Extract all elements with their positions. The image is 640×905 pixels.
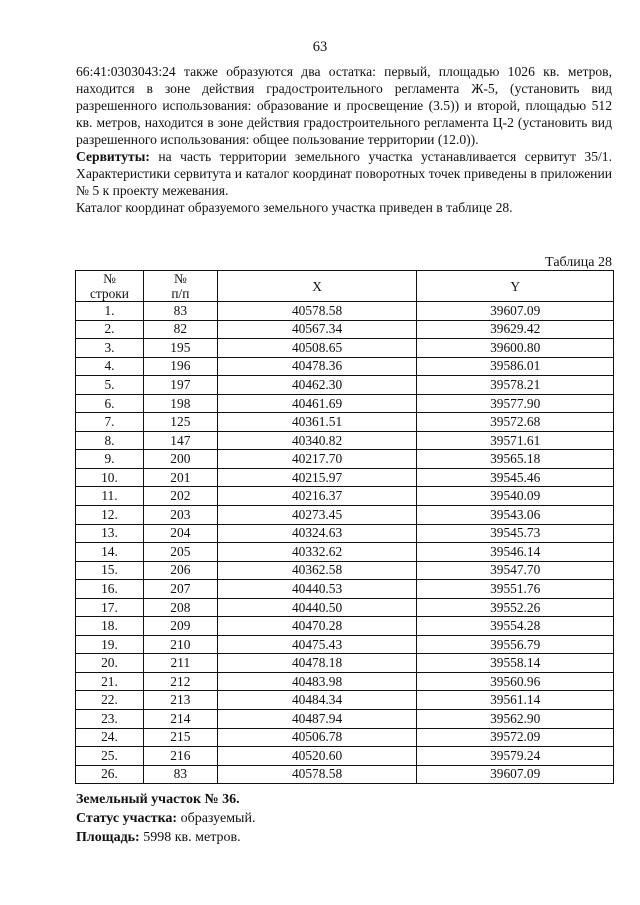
y-cell: 39565.18 <box>417 450 614 469</box>
table-row <box>76 524 614 543</box>
y-cell: 39586.01 <box>417 357 614 376</box>
point-number-cell: 207 <box>143 580 217 599</box>
parcel-area-value: 5998 кв. метров. <box>139 830 241 845</box>
point-number-cell: 212 <box>143 672 217 691</box>
table-row <box>76 543 614 562</box>
y-cell: 39551.76 <box>417 580 614 599</box>
point-number-cell: 213 <box>143 691 217 710</box>
header-point-number-symbol: № <box>173 271 187 286</box>
point-number-cell: 211 <box>143 654 217 673</box>
point-number-cell: 216 <box>143 747 217 766</box>
row-number-cell: 10. <box>76 468 144 487</box>
row-number-cell: 2. <box>76 320 144 339</box>
point-number-cell: 210 <box>143 635 217 654</box>
y-cell: 39600.80 <box>417 339 614 358</box>
table-row <box>76 506 614 525</box>
table-row <box>76 598 614 617</box>
point-number-cell: 83 <box>143 765 217 784</box>
parcel-area <box>76 828 255 847</box>
parcel-status-label: Статус участка: <box>76 811 178 826</box>
point-number-cell: 214 <box>143 710 217 729</box>
parcel-area-label: Площадь: <box>76 830 140 845</box>
point-number-cell: 204 <box>143 524 217 543</box>
point-number-cell: 208 <box>143 598 217 617</box>
point-number-cell: 203 <box>143 506 217 525</box>
x-cell: 40332.62 <box>217 543 417 562</box>
row-number-cell: 20. <box>76 654 144 673</box>
row-number-cell: 9. <box>76 450 144 469</box>
row-number-cell: 6. <box>76 394 144 413</box>
x-cell: 40362.58 <box>217 561 417 580</box>
y-cell: 39540.09 <box>417 487 614 506</box>
y-cell: 39554.28 <box>417 617 614 636</box>
table-row <box>76 728 614 747</box>
table-row <box>76 617 614 636</box>
x-cell: 40440.50 <box>217 598 417 617</box>
point-number-cell: 197 <box>143 376 217 395</box>
table-header-row <box>76 271 614 302</box>
header-x: X <box>217 271 417 302</box>
y-cell: 39562.90 <box>417 710 614 729</box>
row-number-cell: 11. <box>76 487 144 506</box>
point-number-cell: 125 <box>143 413 217 432</box>
x-cell: 40440.53 <box>217 580 417 599</box>
row-number-cell: 26. <box>76 765 144 784</box>
y-cell: 39607.09 <box>417 765 614 784</box>
table-row <box>76 580 614 599</box>
x-cell: 40578.58 <box>217 302 417 321</box>
x-cell: 40340.82 <box>217 431 417 450</box>
table-row <box>76 431 614 450</box>
y-cell: 39543.06 <box>417 506 614 525</box>
point-number-cell: 209 <box>143 617 217 636</box>
row-number-cell: 3. <box>76 339 144 358</box>
page-number: 63 <box>312 39 328 55</box>
row-number-cell: 18. <box>76 617 144 636</box>
row-number-cell: 19. <box>76 635 144 654</box>
table-row <box>76 635 614 654</box>
x-cell: 40324.63 <box>217 524 417 543</box>
row-number-cell: 23. <box>76 710 144 729</box>
servitudes-text: на часть территории земельного участка устанавливается сервитут 35/1. Характеристики сервитута и каталог координат поворотных точек приведены в приложении № 5 к проекту межевания. <box>76 149 612 198</box>
table-row <box>76 302 614 321</box>
intro-text <box>76 63 612 216</box>
x-cell: 40470.28 <box>217 617 417 636</box>
x-cell: 40487.94 <box>217 710 417 729</box>
y-cell: 39545.46 <box>417 468 614 487</box>
point-number-cell: 205 <box>143 543 217 562</box>
header-point-number-label: п/п <box>171 286 190 301</box>
row-number-cell: 22. <box>76 691 144 710</box>
x-cell: 40483.98 <box>217 672 417 691</box>
x-cell: 40567.34 <box>217 320 417 339</box>
row-number-cell: 16. <box>76 580 144 599</box>
x-cell: 40478.18 <box>217 654 417 673</box>
row-number-cell: 15. <box>76 561 144 580</box>
y-cell: 39545.73 <box>417 524 614 543</box>
row-number-cell: 4. <box>76 357 144 376</box>
row-number-cell: 17. <box>76 598 144 617</box>
row-number-cell: 25. <box>76 747 144 766</box>
table-row <box>76 357 614 376</box>
header-row-number <box>76 271 144 302</box>
y-cell: 39558.14 <box>417 654 614 673</box>
x-cell: 40462.30 <box>217 376 417 395</box>
point-number-cell: 82 <box>143 320 217 339</box>
point-number-cell: 202 <box>143 487 217 506</box>
parcel-title <box>76 790 255 809</box>
row-number-cell: 1. <box>76 302 144 321</box>
row-number-cell: 7. <box>76 413 144 432</box>
point-number-cell: 200 <box>143 450 217 469</box>
x-cell: 40484.34 <box>217 691 417 710</box>
table-row <box>76 710 614 729</box>
point-number-cell: 83 <box>143 302 217 321</box>
parcel-status-value: образуемый. <box>177 811 256 826</box>
x-cell: 40475.43 <box>217 635 417 654</box>
point-number-cell: 195 <box>143 339 217 358</box>
table-row <box>76 394 614 413</box>
table-body <box>76 302 614 784</box>
y-cell: 39561.14 <box>417 691 614 710</box>
table-row <box>76 468 614 487</box>
table-row <box>76 654 614 673</box>
y-cell: 39571.61 <box>417 431 614 450</box>
parcel-info <box>76 790 255 847</box>
x-cell: 40508.65 <box>217 339 417 358</box>
y-cell: 39572.68 <box>417 413 614 432</box>
table-row <box>76 561 614 580</box>
x-cell: 40461.69 <box>217 394 417 413</box>
y-cell: 39556.79 <box>417 635 614 654</box>
table-row <box>76 487 614 506</box>
header-row-number-symbol: № <box>103 271 116 286</box>
row-number-cell: 5. <box>76 376 144 395</box>
paragraph-remainders: 66:41:0303043:24 также образуются два остатка: первый, площадью 1026 кв. метров, находится в зоне действия градостроительного регламента Ж-5, (установить вид разрешенного использования: образование и просвещение (3.5)) и второй, площадью 512 кв. метров, находится в зоне действия градостроительного регламента Ц-2 (установить вид разрешенного использования: общее пользование территории (12.0)). <box>76 64 612 147</box>
row-number-cell: 12. <box>76 506 144 525</box>
point-number-cell: 206 <box>143 561 217 580</box>
y-cell: 39547.70 <box>417 561 614 580</box>
row-number-cell: 14. <box>76 543 144 562</box>
header-point-number <box>143 271 217 302</box>
point-number-cell: 147 <box>143 431 217 450</box>
header-y: Y <box>417 271 614 302</box>
y-cell: 39578.21 <box>417 376 614 395</box>
table-row <box>76 320 614 339</box>
point-number-cell: 198 <box>143 394 217 413</box>
x-cell: 40478.36 <box>217 357 417 376</box>
y-cell: 39629.42 <box>417 320 614 339</box>
table-row <box>76 376 614 395</box>
table-row <box>76 450 614 469</box>
x-cell: 40215.97 <box>217 468 417 487</box>
table-row <box>76 413 614 432</box>
x-cell: 40506.78 <box>217 728 417 747</box>
coordinates-table <box>75 270 614 784</box>
y-cell: 39560.96 <box>417 672 614 691</box>
header-row-number-label: строки <box>89 286 129 301</box>
point-number-cell: 215 <box>143 728 217 747</box>
servitudes-label: Сервитуты: <box>76 149 150 164</box>
y-cell: 39607.09 <box>417 302 614 321</box>
x-cell: 40520.60 <box>217 747 417 766</box>
row-number-cell: 13. <box>76 524 144 543</box>
y-cell: 39546.14 <box>417 543 614 562</box>
row-number-cell: 8. <box>76 431 144 450</box>
x-cell: 40578.58 <box>217 765 417 784</box>
x-cell: 40361.51 <box>217 413 417 432</box>
y-cell: 39577.90 <box>417 394 614 413</box>
point-number-cell: 201 <box>143 468 217 487</box>
y-cell: 39552.26 <box>417 598 614 617</box>
paragraph-catalog: Каталог координат образуемого земельного участка приведен в таблице 28. <box>76 200 513 215</box>
table-caption: Таблица 28 <box>545 255 612 270</box>
x-cell: 40217.70 <box>217 450 417 469</box>
table-row <box>76 691 614 710</box>
row-number-cell: 21. <box>76 672 144 691</box>
paragraph-servitudes <box>76 148 612 199</box>
y-cell: 39579.24 <box>417 747 614 766</box>
parcel-title-text: Земельный участок № 36. <box>76 792 240 807</box>
table-row <box>76 339 614 358</box>
table-row <box>76 672 614 691</box>
point-number-cell: 196 <box>143 357 217 376</box>
x-cell: 40216.37 <box>217 487 417 506</box>
x-cell: 40273.45 <box>217 506 417 525</box>
table-row <box>76 765 614 784</box>
row-number-cell: 24. <box>76 728 144 747</box>
y-cell: 39572.09 <box>417 728 614 747</box>
table-row <box>76 747 614 766</box>
parcel-status <box>76 809 255 828</box>
